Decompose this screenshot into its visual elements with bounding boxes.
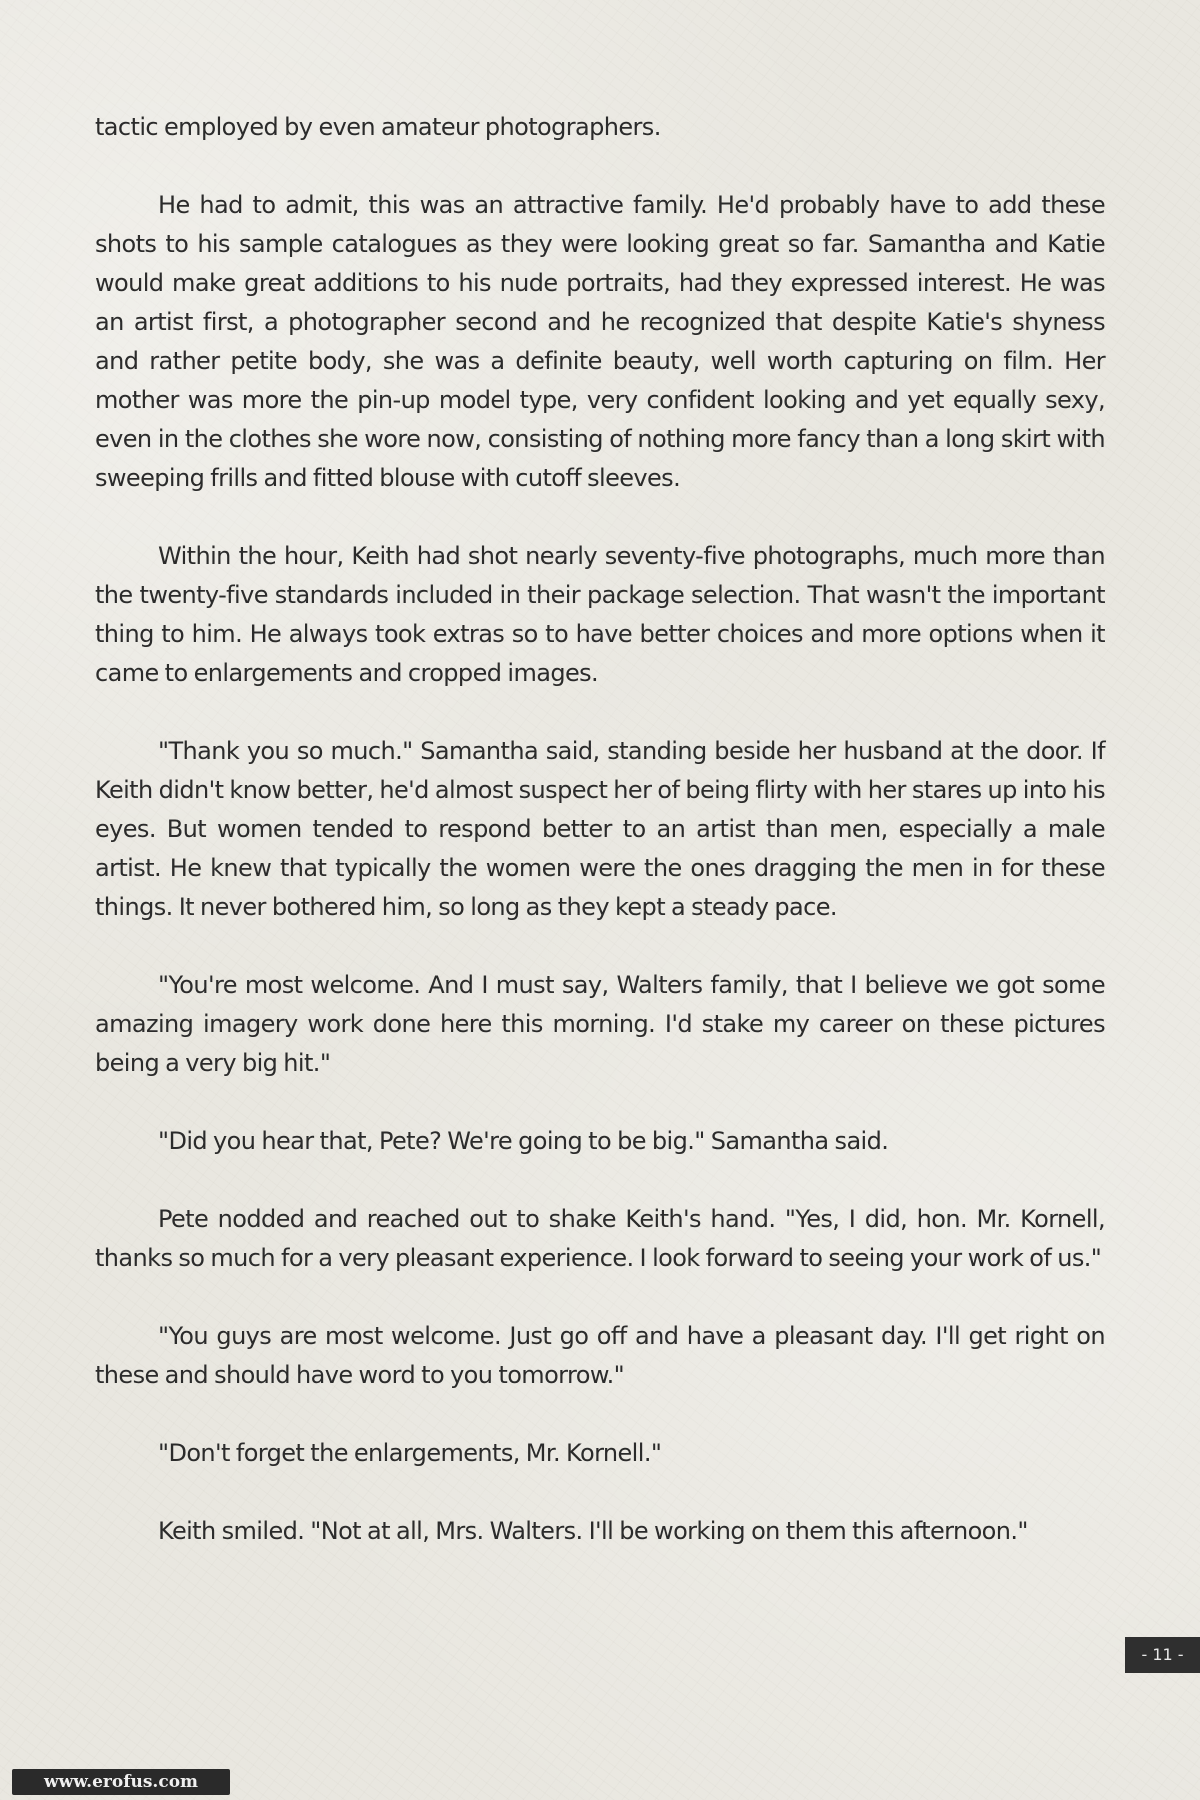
paragraph-9: "Don't forget the enlargements, Mr. Kornell.": [158, 1439, 662, 1467]
page-number-badge: - 11 -: [1125, 1637, 1200, 1673]
paragraph-7: Pete nodded and reached out to shake Keith's hand. "Yes, I did, hon. Mr. Kornell, thanks so much for a very pleasant experience. I look forward to seeing your work of us.": [95, 1205, 1105, 1272]
site-watermark: www.erofus.com: [12, 1769, 230, 1795]
paragraph-10: Keith smiled. "Not at all, Mrs. Walters. I'll be working on them this afternoon.": [158, 1517, 1028, 1545]
paragraph-3: Within the hour, Keith had shot nearly seventy-five photographs, much more than the twenty-five standards included in their package selection. That wasn't the important thing to him. He always took extras so to have better choices and more options when it came to enlargements and cropped images.: [95, 542, 1105, 687]
body-text: [95, 108, 1105, 1551]
paragraph-5: "You're most welcome. And I must say, Walters family, that I believe we got some amazing imagery work done here this morning. I'd stake my career on these pictures being a very big hit.": [95, 971, 1105, 1077]
paragraph-4: "Thank you so much." Samantha said, standing beside her husband at the door. If Keith didn't know better, he'd almost suspect her of being flirty with her stares up into his eyes. But women tended to respond better to an artist than men, especially a male artist. He knew that typically the women were the ones dragging the men in for these things. It never bothered him, so long as they kept a steady pace.: [95, 737, 1105, 921]
paragraph-1: tactic employed by even amateur photographers.: [95, 113, 661, 141]
paragraph-2: He had to admit, this was an attractive family. He'd probably have to add these shots to his sample catalogues as they were looking great so far. Samantha and Katie would make great additions to his nude portraits, had they expressed interest. He was an artist first, a photographer second and he recognized that despite Katie's shyness and rather petite body, she was a definite beauty, well worth capturing on film. Her mother was more the pin-up model type, very confident looking and yet equally sexy, even in the clothes she wore now, consisting of nothing more fancy than a long skirt with sweeping frills and fitted blouse with cutoff sleeves.: [95, 191, 1105, 492]
paragraph-6: "Did you hear that, Pete? We're going to be big." Samantha said.: [158, 1127, 889, 1155]
paragraph-8: "You guys are most welcome. Just go off and have a pleasant day. I'll get right on these and should have word to you tomorrow.": [95, 1322, 1105, 1389]
